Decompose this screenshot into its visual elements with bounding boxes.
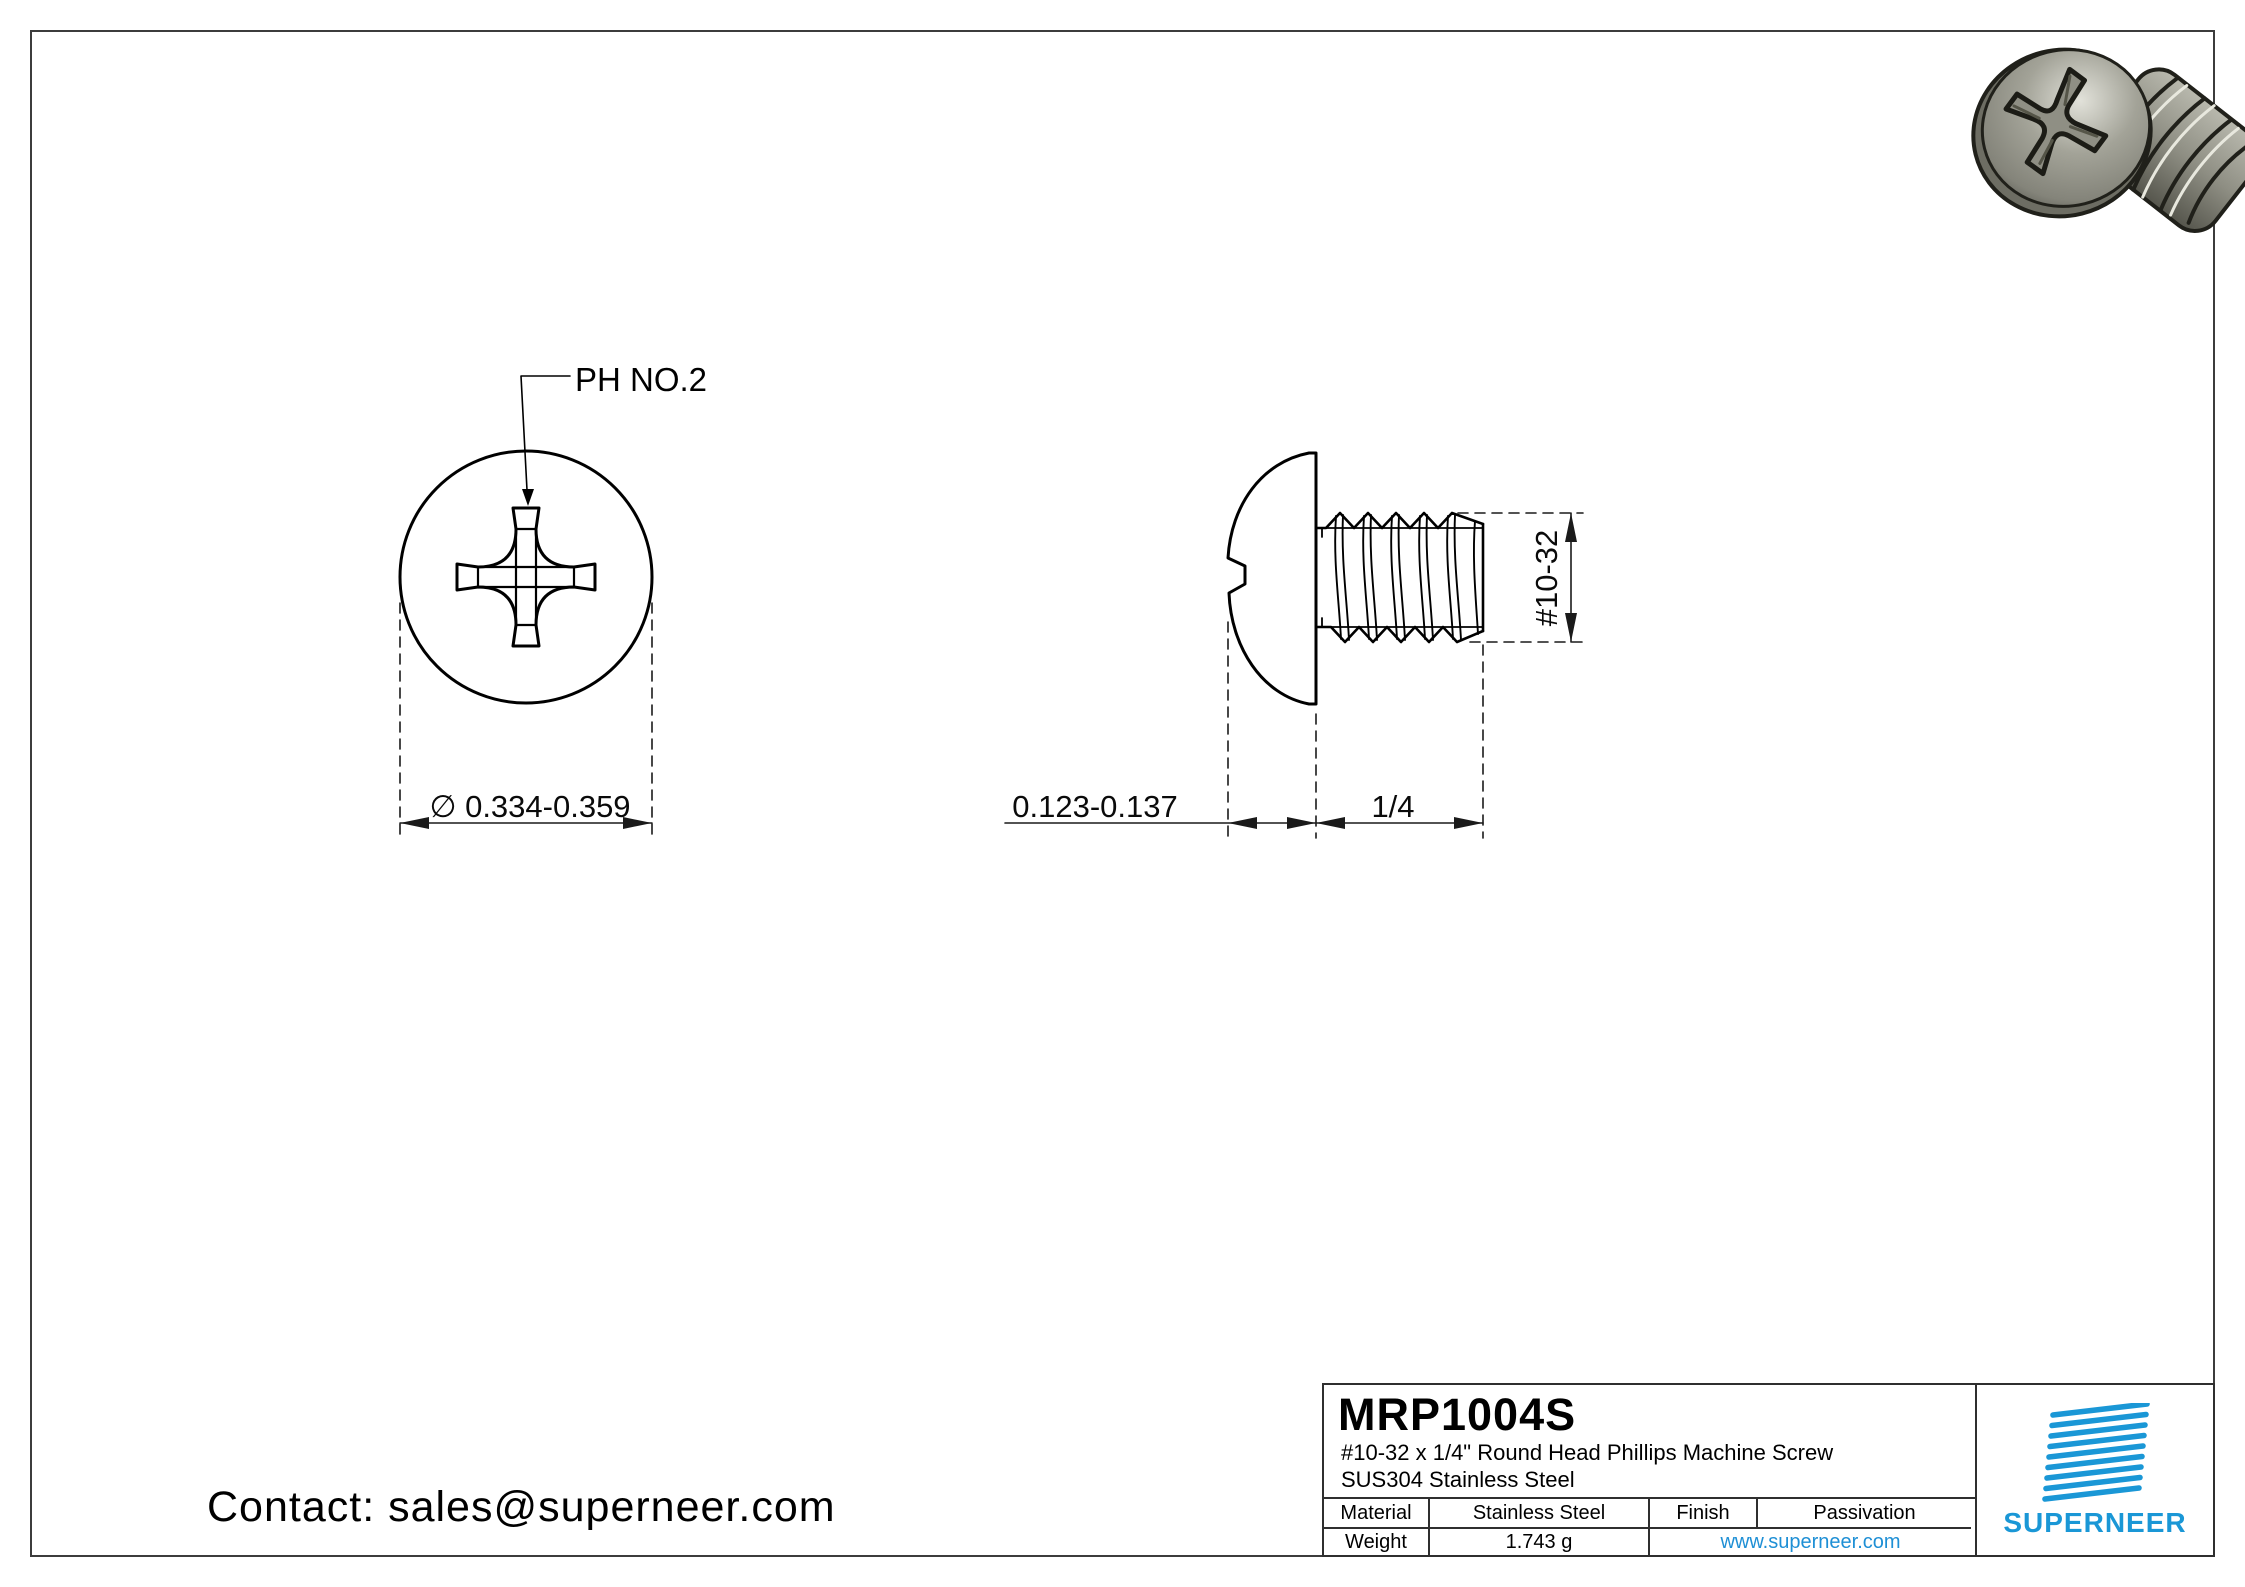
screw-3d-render [1956,31,2245,242]
front-diameter-text [429,789,630,825]
brand-name: SUPERNEER [2003,1507,2187,1538]
diameter-value: 0.334-0.359 [465,789,631,824]
part-number: MRP1004S [1338,1389,1577,1440]
side-view [1228,453,1483,704]
weight-value-cell: 1.743 g [1428,1527,1648,1555]
diameter-symbol: ∅ [429,789,457,824]
title-block-info [1324,1385,1975,1555]
brand-logo-cell [1975,1385,2213,1555]
title-block [1322,1383,2215,1557]
material-value-cell: Stainless Steel [1428,1499,1648,1527]
length-dimension-text: 1/4 [1371,789,1415,824]
head-height-dimension-text: 0.123-0.137 [1012,789,1178,824]
part-description-line2: SUS304 Stainless Steel [1341,1467,1575,1492]
front-view [400,376,652,703]
title-block-header [1324,1385,1975,1497]
finish-label-cell: Finish [1648,1499,1756,1527]
recess-type-label: PH NO.2 [575,361,708,398]
spec-table [1324,1497,1975,1555]
part-description-line1: #10-32 x 1/4" Round Head Phillips Machine Screw [1341,1440,1834,1465]
material-label-cell: Material [1340,1501,1412,1524]
finish-value-cell: Passivation [1756,1499,1971,1527]
contact-email-text: Contact: sales@superneer.com [207,1483,836,1531]
brand-logo-icon [2013,1403,2177,1503]
website-link[interactable]: www.superneer.com [1720,1530,1901,1553]
website-cell [1648,1527,1971,1555]
thread-size-text: #10-32 [1529,529,1564,627]
weight-label-cell: Weight [1324,1527,1428,1555]
